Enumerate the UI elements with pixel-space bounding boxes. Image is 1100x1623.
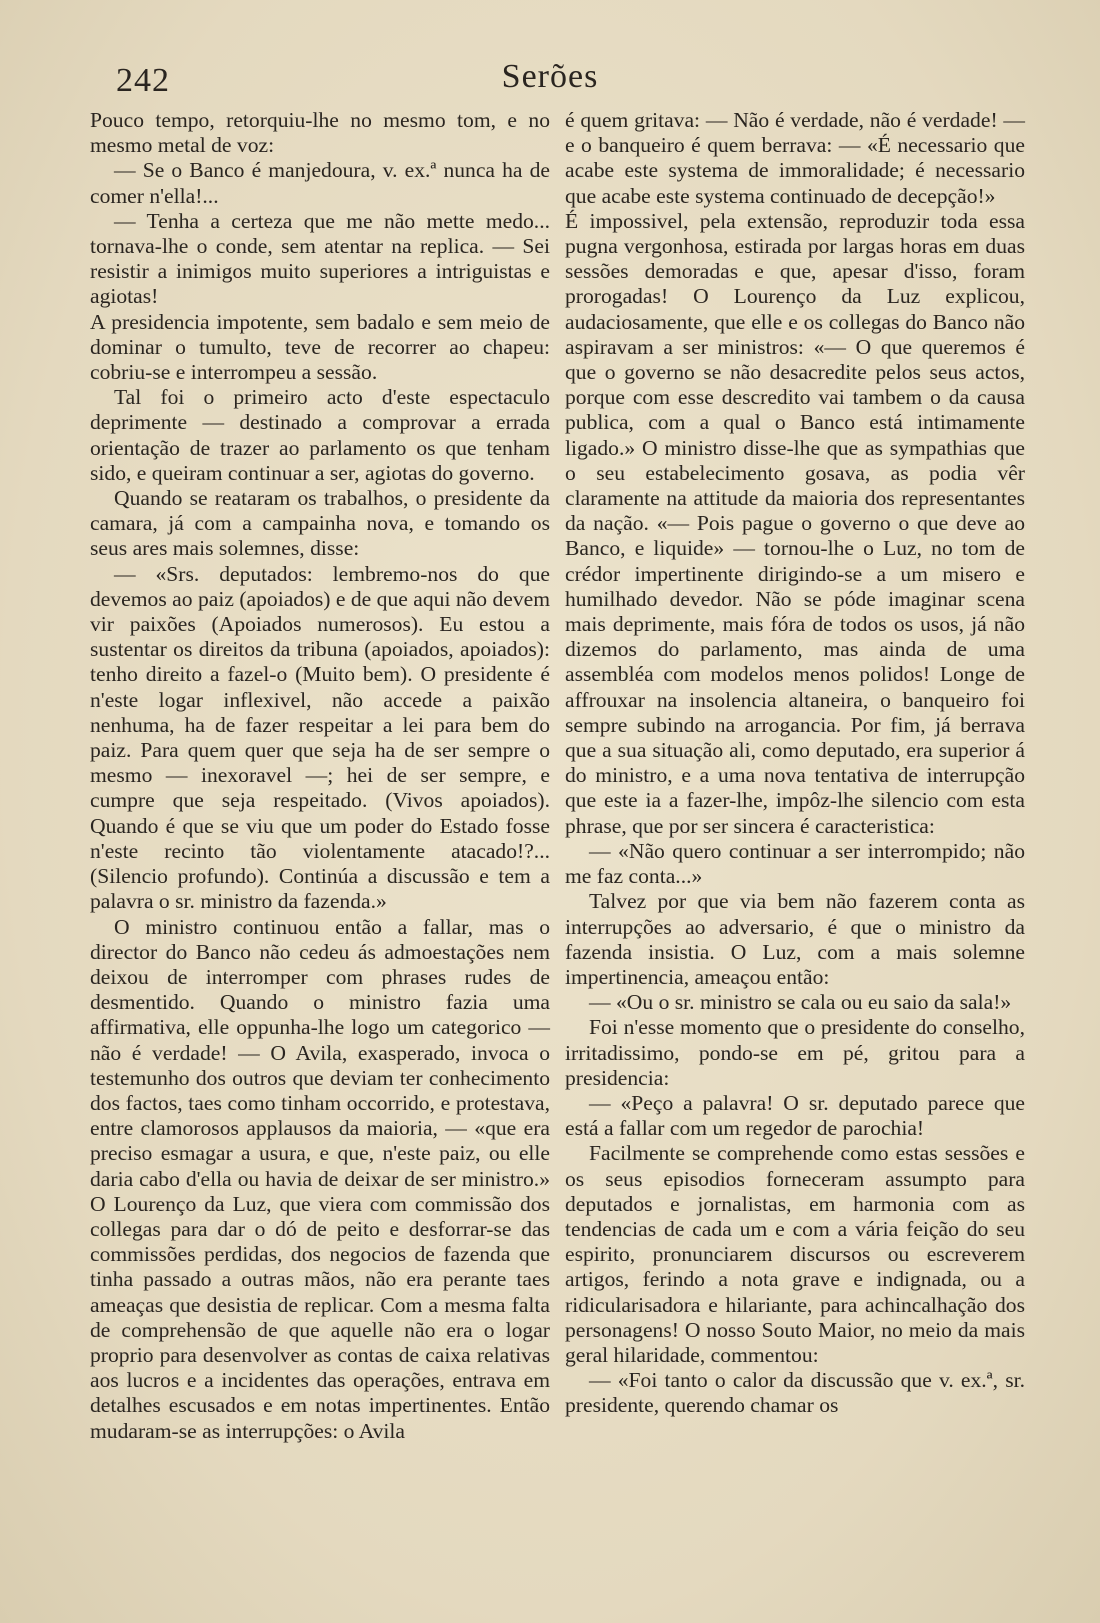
left-column [90, 108, 550, 1444]
paragraph: — «Não quero continuar a ser interrompido; não me faz conta...» [565, 838, 1025, 889]
paragraph: A presidencia impotente, sem badalo e sem meio de dominar o tumulto, teve de recorrer ao chapeu: cobriu-se e interrompeu a sessão. [90, 309, 550, 385]
right-column [565, 108, 1025, 1419]
paragraph: — «Ou o sr. ministro se cala ou eu saio da sala!» [589, 990, 1012, 1015]
paragraph: — Se o Banco é manjedoura, v. ex.ª nunca ha de comer n'ella!... [90, 158, 550, 208]
paragraph: Foi n'esse momento que o presidente do conselho, irritadissimo, pondo-se em pé, gritou para a presidencia: [565, 1015, 1025, 1090]
paragraph: é quem gritava: — Não é verdade, não é verdade! — e o banqueiro é quem berrava: — «É necessario que acabe este systema de immoralidade; é necessario que acabe este systema continuado de decepção!» [565, 108, 1025, 208]
paragraph: O ministro continuou então a fallar, mas o director do Banco não cedeu ás admoestações nem deixou de interromper com phrases rudes de desmentido. Quando o ministro fazia uma affirmativa, elle oppunha-lhe logo um categorico — não é verdade! — O Avila, exasperado, invoca o testemunho dos outros que deviam ter conhecimento dos factos, taes como tinham occorrido, e protestava, entre clamorosos applausos da maioria, — «que era preciso esmagar a usura, e que, n'este paiz, ou elle daria cabo d'ella ou havia de deixar de ser ministro.» O Lourenço da Luz, que viera com commissão dos collegas para dar o dó de peito e desforrar-se das commissões perdidas, dos negocios de fazenda que tinha passado a outras mãos, não era perante taes ameaças que desistia de replicar. Com a mesma falta de comprehensão de que aquelle não era o logar proprio para desenvolver as contas de caixa relativas aos lucros e a incidentes das operações, entrava em detalhes escusados e em notas impertinentes. Então mudaram-se as interrupções: o Avila [90, 914, 550, 1443]
paragraph: Pouco tempo, retorquiu-lhe no mesmo tom, e no mesmo metal de voz: [90, 108, 550, 158]
page-header [0, 58, 1100, 108]
paragraph: — «Peço a palavra! O sr. deputado parece que está a fallar com um regedor de parochia! [565, 1090, 1025, 1141]
running-title: Serões [501, 58, 599, 95]
paragraph: Talvez por que via bem não fazerem conta as interrupções ao adversario, é que o ministro da fazenda insistia. O Luz, com a mais solemne impertinencia, ameaçou então: [565, 889, 1025, 989]
paragraph: — «Srs. deputados: lembremo-nos do que devemos ao paiz (apoiados) e de que aqui não devem vir paixões (Apoiados numerosos). Eu estou a sustentar os direitos da tribuna (apoiados, apoiados): tenho direito a fazel-o (Muito bem). O presidente é n'este logar inflexivel, não accede a paixão nenhuma, ha de fazer respeitar a lei para bem do paiz. Para quem quer que seja ha de ser sempre o mesmo — inexoravel —; hei de ser sempre, e cumpre que seja respeitado. (Vivos apoiados). Quando é que se viu que um poder do Estado fosse n'este recinto tão violentamente atacado!?... (Silencio profundo). Continúa a discussão e tem a palavra o sr. ministro da fazenda.» [90, 561, 550, 914]
page-number: 242 [116, 62, 170, 99]
paragraph: — «Foi tanto o calor da discussão que v. ex.ª, sr. presidente, querendo chamar os [565, 1368, 1025, 1418]
paragraph: É impossivel, pela extensão, reproduzir toda essa pugna vergonhosa, estirada por largas horas em duas sessões demoradas e que, apesar d'isso, foram prorogadas! O Lourenço da Luz explicou, audaciosamente, que elle e os collegas do Banco não aspiravam a ser ministros: «— O que queremos é que o governo se não desacredite pelos seus actos, porque com esse descredito vai tambem o da causa publica, com a qual o Banco está intimamente ligado.» O ministro disse-lhe que as sympathias que o seu estabelecimento gosava, as podia vêr claramente na attitude da maioria dos representantes da nação. «— Pois pague o governo o que deve ao Banco, e liquide» — tornou-lhe o Luz, no tom de crédor impertinente dirigindo-se a um misero e humilhado devedor. Não se póde imaginar scena mais deprimente, mais fóra de todos os usos, já não dizemos do parlamento, mas ainda de uma assembléa com modelos menos polidos! Longe de affrouxar na insolencia altaneira, o banqueiro foi sempre subindo na arrogancia. Por fim, já berrava que a sua situação ali, como deputado, era superior á do ministro, e a uma nova tentativa de interrupção que este ia a fazer-lhe, impôz-lhe silencio com esta phrase, que por ser sincera é caracteristica: [565, 208, 1025, 838]
paragraph: Facilmente se comprehende como estas sessões e os seus episodios forneceram assumpto para deputados e jornalistas, em harmonia com as tendencias de cada um e com a vária feição do seu espirito, pronunciarem discursos ou escreverem artigos, ferindo a nota grave e indignada, ou a ridicularisadora e hilariante, para achincalhação dos personagens! O nosso Souto Maior, no meio da mais geral hilaridade, commentou: [565, 1141, 1025, 1367]
paragraph: — Tenha a certeza que me não mette medo... tornava-lhe o conde, sem atentar na replica. — Sei resistir a inimigos muito superiores a intriguistas e agiotas! [90, 208, 550, 309]
paragraph: Tal foi o primeiro acto d'este espectaculo deprimente — destinado a comprovar a errada orientação de trazer ao parlamento os que tenham sido, e queiram continuar a ser, agiotas do governo. [90, 385, 550, 485]
paragraph: Quando se reataram os trabalhos, o presidente da camara, já com a campainha nova, e tomando os seus ares mais solemnes, disse: [90, 486, 550, 561]
